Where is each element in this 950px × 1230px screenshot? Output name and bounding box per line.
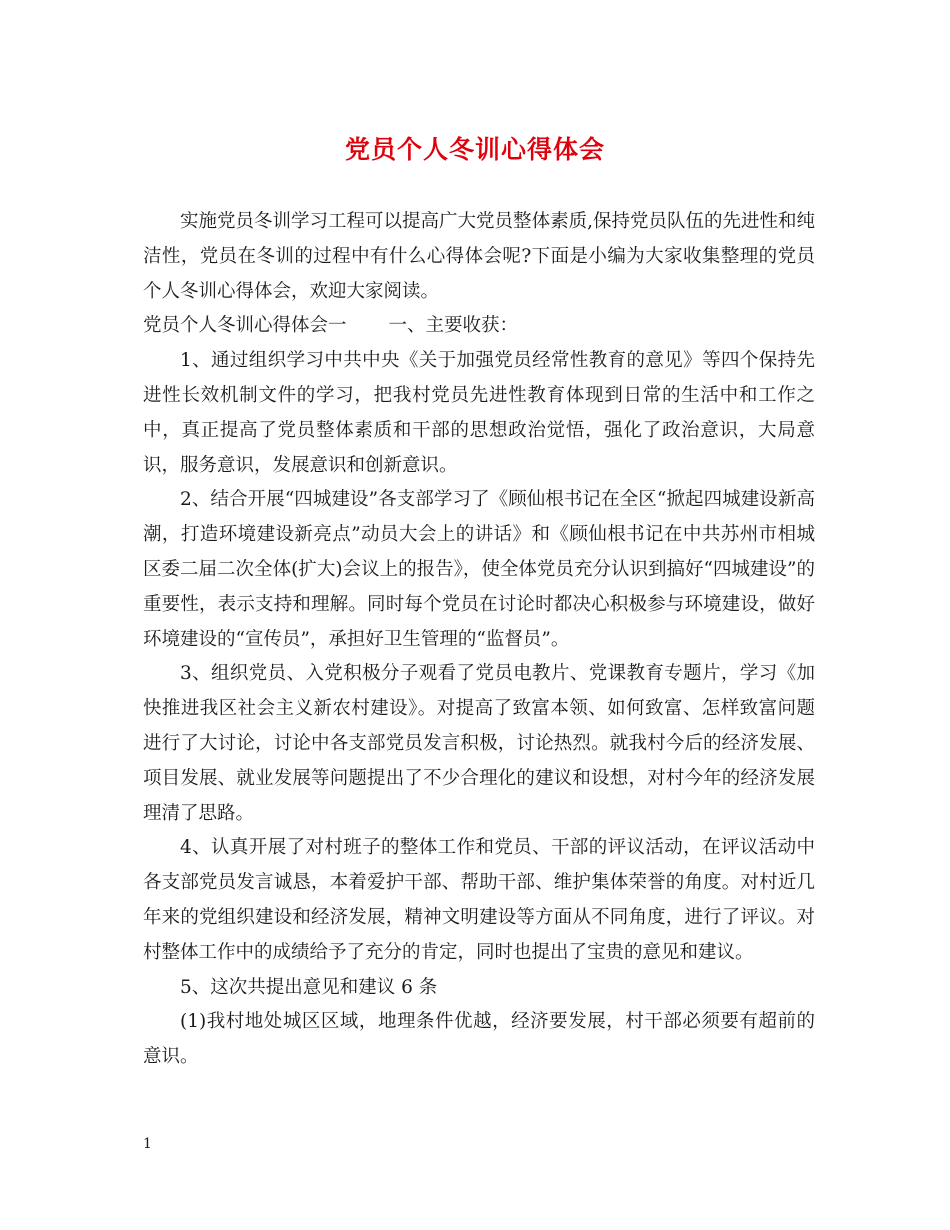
paragraph-item-6: (1)我村地处城区区域，地理条件优越，经济要发展，村干部必须要有超前的意识。 [143, 1011, 815, 1068]
section-heading-line [143, 309, 815, 344]
paragraph-item-1: 1、通过组织学习中共中央《关于加强党员经常性教育的意见》等四个保持先进性长效机制文件的学习，把我村党员先进性教育体现到日常的生活中和工作之中，真正提高了党员整体素质和干部的思想政治觉悟，强化了政治意识，大局意识，服务意识，发展意识和创新意识。 [143, 350, 815, 476]
paragraph-item-3: 3、组织党员、入党积极分子观看了党员电教片、党课教育专题片，学习《加快推进我区社会主义新农村建设》。对提高了致富本领、如何致富、怎样致富问题进行了大讨论，讨论中各支部党员发言积极，讨论热烈。就我村今后的经济发展、项目发展、就业发展等问题提出了不少合理化的建议和设想，对村今年的经济发展理清了思路。 [143, 663, 815, 824]
document-title: 党员个人冬训心得体会 [344, 135, 605, 164]
section-subheading: 一、主要收获： [388, 315, 519, 337]
paragraph-item-2: 2、结合开展“四城建设”各支部学习了《顾仙根书记在全区“掀起四城建设新高潮，打造环境建设新亮点”动员大会上的讲话》和《顾仙根书记在中共苏州市相城区委二届二次全体(扩大)会议上的报告》，使全体党员充分认识到搞好“四城建设”的重要性，表示支持和理解。同时每个党员在讨论时都决心积极参与环境建设，做好环境建设的“宣传员”，承担好卫生管理的“监督员”。 [143, 489, 815, 650]
document-body [143, 205, 815, 1075]
section-heading: 党员个人冬训心得体会一 [143, 315, 347, 337]
intro-paragraph: 实施党员冬训学习工程可以提高广大党员整体素质,保持党员队伍的先进性和纯洁性，党员在冬训的过程中有什么心得体会呢?下面是小编为大家收集整理的党员个人冬训心得体会，欢迎大家阅读。 [143, 211, 815, 302]
paragraph-item-5: 5、这次共提出意见和建议 6 条 [180, 976, 438, 998]
paragraph-item-4: 4、认真开展了对村班子的整体工作和党员、干部的评议活动，在评议活动中各支部党员发言诚恳，本着爱护干部、帮助干部、维护集体荣誉的角度。对村近几年来的党组织建设和经济发展，精神文明建设等方面从不同角度，进行了评议。对村整体工作中的成绩给予了充分的肯定，同时也提出了宝贵的意见和建议。 [143, 837, 815, 963]
page-number: 1 [143, 1136, 152, 1152]
